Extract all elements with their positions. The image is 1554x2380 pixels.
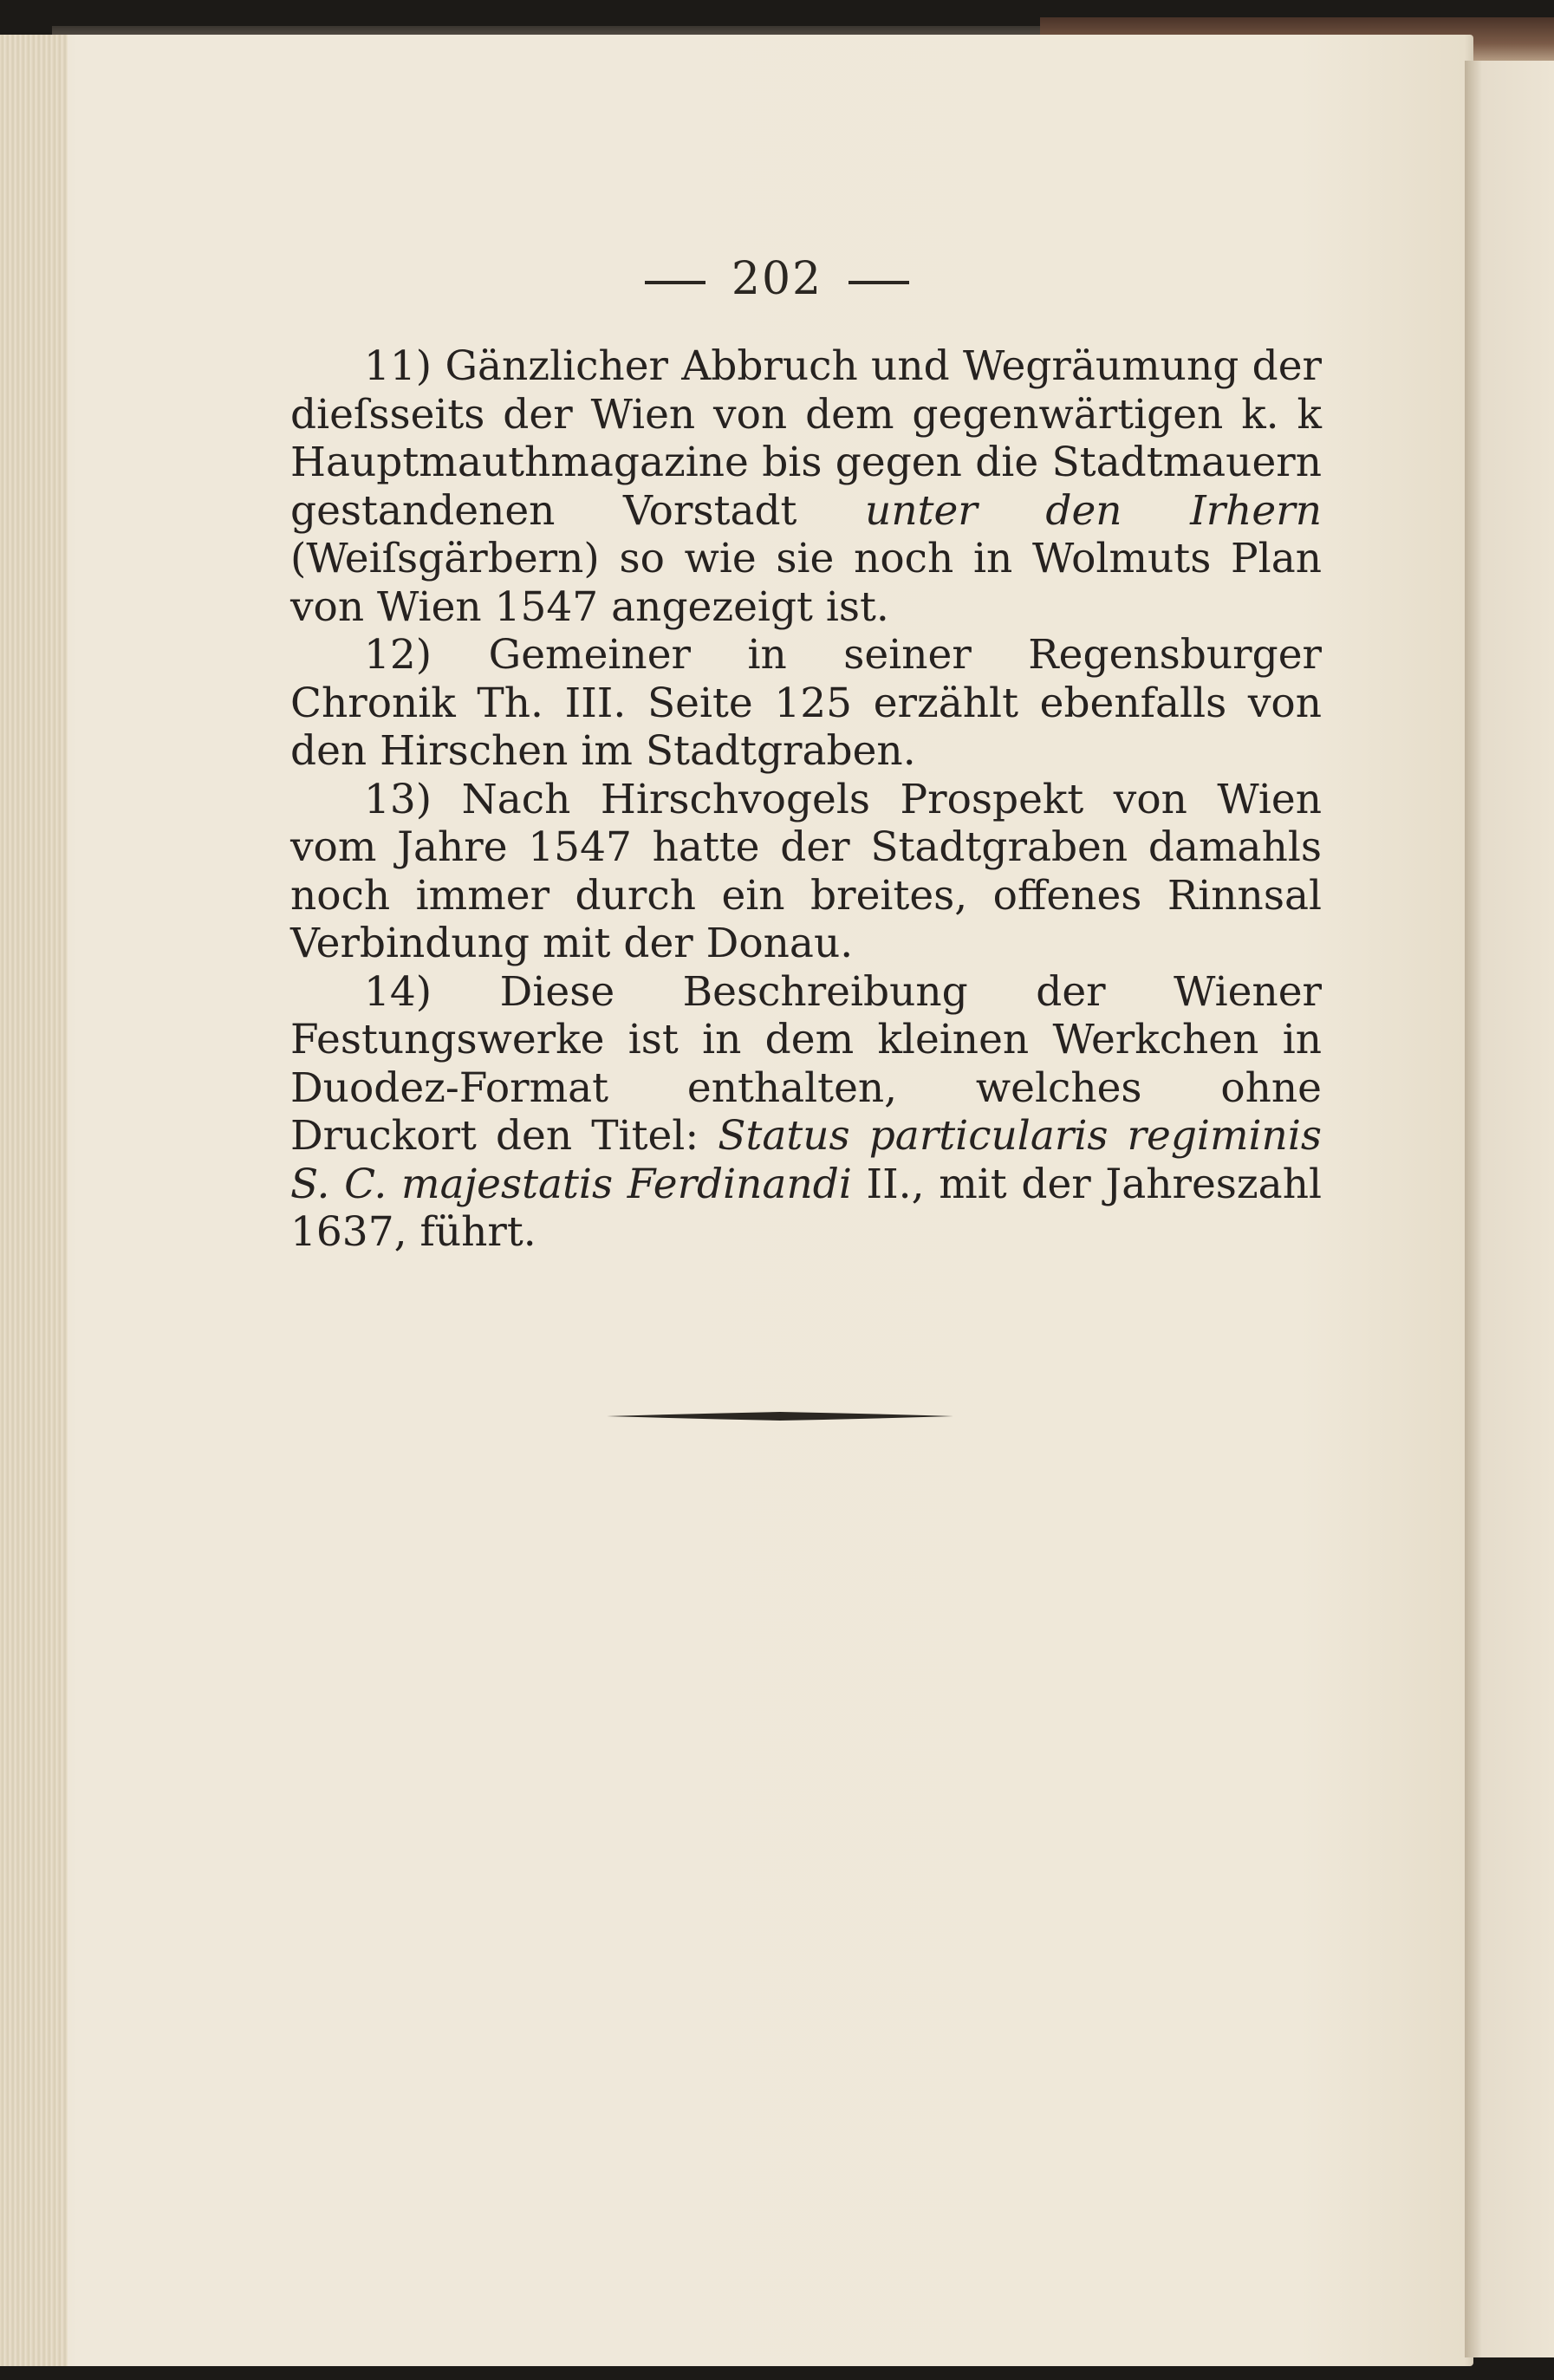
footnote-text: Nach Hirschvogels Prospekt von Wien vom Jahre 1547 hatte der Stadtgraben damahls noch immer durch ein breites, offenes Rinnsal Verbindung mit der Donau. bbox=[290, 775, 1322, 967]
footnote-number: 12) bbox=[364, 631, 432, 679]
page-edges bbox=[0, 35, 68, 2366]
footnote-number: 11) bbox=[364, 342, 432, 390]
footnote-text: Gänzlicher Abbruch und Wegräumung der dieſsseits der Wien von dem gegenwärtigen k. k Hauptmauthmagazine bis gegen die Stadtmauern gestandenen Vorstadt bbox=[290, 342, 1322, 535]
footnote-text: (Weiſsgärbern) so wie sie noch in Wolmuts Plan von Wien 1547 angezeigt ist. bbox=[290, 535, 1322, 631]
footnote-12 bbox=[290, 631, 1322, 776]
footnote-italic-text: Status particularis regiminis S. C. majestatis Ferdinandi bbox=[290, 1112, 1322, 1208]
footnote-13 bbox=[290, 776, 1322, 968]
footnote-text: II., mit der Jahreszahl 1637, führt. bbox=[290, 1160, 1323, 1256]
footnote-number: 13) bbox=[364, 775, 432, 823]
footnote-number: 14) bbox=[364, 967, 432, 1016]
footnote-text: Diese Beschreibung der Wiener Festungswerke ist in dem kleinen Werkchen in Duodez-Format enthalten, welches ohne Druckort den Titel: bbox=[290, 967, 1322, 1160]
footnote-text: Gemeiner in seiner Regensburger Chronik Th. III. Seite 125 erzählt ebenfalls von den Hirschen im Stadtgraben. bbox=[290, 631, 1322, 775]
page-number: 202 bbox=[731, 253, 823, 305]
header-dash-left bbox=[645, 281, 705, 284]
footnotes-body bbox=[290, 342, 1322, 1257]
next-page-edge bbox=[1465, 61, 1554, 2357]
footnote-italic-text: unter den Irhern bbox=[865, 486, 1322, 535]
footnote-11 bbox=[290, 342, 1322, 631]
footnote-14 bbox=[290, 968, 1322, 1257]
header-dash-right bbox=[849, 281, 909, 284]
end-rule bbox=[607, 1411, 953, 1421]
page-header bbox=[0, 253, 1554, 305]
